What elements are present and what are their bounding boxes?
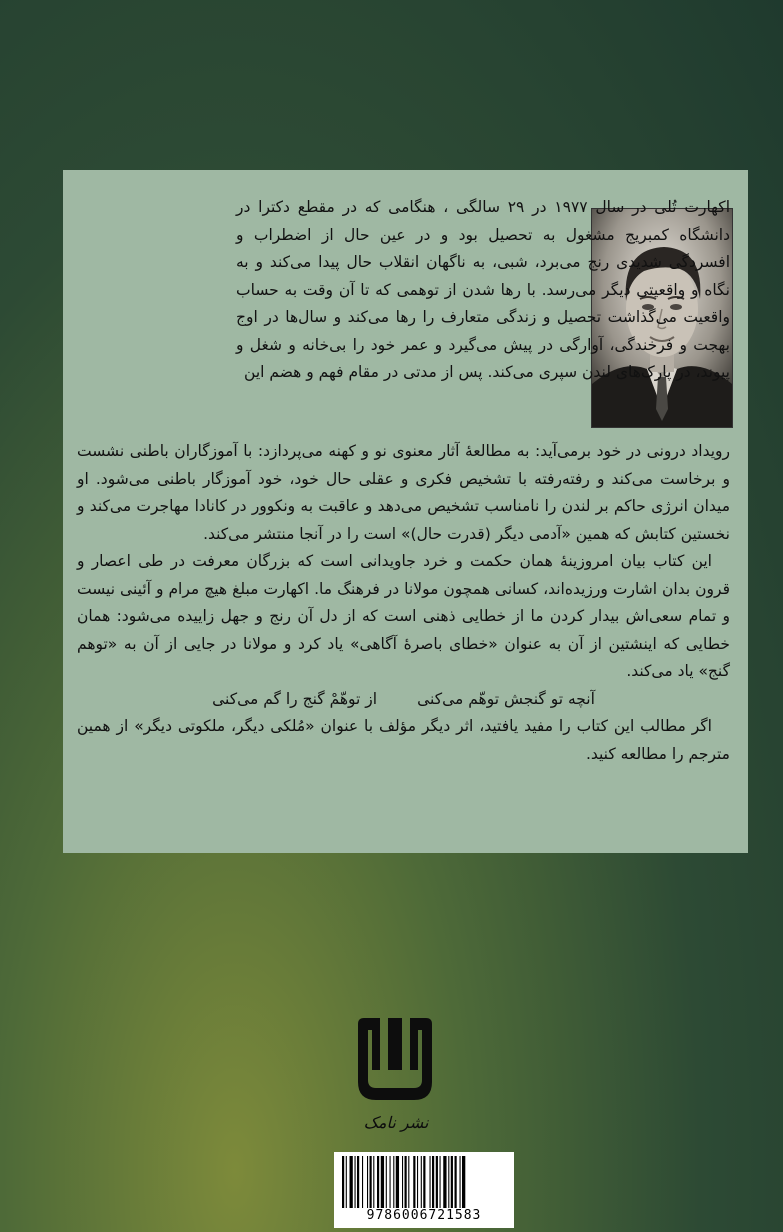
poem-hemistich-right: آنچه تو گنجش توهّم می‌کنی	[417, 689, 595, 708]
poem-hemistich-left: از توهّمْ گنج را گم می‌کنی	[212, 689, 378, 708]
paragraph-1-continued: رویداد درونی در خود برمی‌آید: به مطالعهٔ آثار معنوی نو و کهنه می‌پردازد: با آموزگاران باطنی نشست و برخاست می‌کند و رفته‌رفته با تشخیص فکری و عقلی حال خود، خود آموزگار باطنی می‌شود. او میدان انرژی حاکم بر لندن را نامناسب تشخیص می‌دهد و عاقبت به ونکوور در کانادا مهاجرت می‌کند و نخستین کتابش که همین «آدمی دیگر (قدرت حال)» است را در آنجا منتشر می‌کند.	[77, 442, 730, 543]
paragraph-3: اگر مطالب این کتاب را مفید یافتید، اثر دیگر مؤلف با عنوان «مُلکی دیگر، ملکوتی دیگر» از همین مترجم را مطالعه کنید.	[77, 717, 730, 763]
publisher-logo-icon	[350, 1010, 440, 1140]
main-text-block	[77, 438, 730, 768]
poem-verse	[77, 686, 730, 714]
publisher-name: نشر نامک	[363, 1113, 429, 1132]
paragraph-2: این کتاب بیان امروزینهٔ همان حکمت و خرد جاویدانی است که بزرگان معرفت در طی اعصار و قرون بدان اشارت ورزیده‌اند، کسانی همچون مولانا در فرهنگ ما. اکهارت مبلغ هیچ مرام و آئینی نیست و تمام سعی‌اش بیدار کردن ما از خطایی ذهنی است که از دل آن رنج و جهل زاییده می‌شود: همان خطایی که اینشتین از آن به عنوان «خطای باصرهٔ آگاهی» یاد کرد و مولانا در جایی از آن به «توهم گنج» یاد می‌کند.	[77, 552, 730, 680]
blurb-panel	[63, 170, 748, 853]
barcode-number: 9786006721583	[366, 1208, 482, 1223]
paragraph-1-text: اکهارت تُلی در سال ۱۹۷۷ در ۲۹ سالگی ، هنگامی که در مقطع دکترا در دانشگاه کمبریج مشغول به تحصیل بود و در عین حال از اضطراب و افسردگی شدیدی رنج می‌برد، شبی، به ناگهان انقلاب حال پیدا می‌کند و به نگاه و واقعیتی دیگر می‌رسد. با رها شدن از توهمی که تا آن وقت به حساب واقعیت می‌گذاشت تحصیل و زندگی متعارف را رها می‌کند و سال‌ها در اوج بهجت و فرخندگی، آوارگی در پیش می‌گیرد و عمر خود را بی‌خانه و شغل و پیوند، در پارک‌های لندن سپری می‌کند. پس از مدتی در مقام فهم و هضم این	[236, 198, 730, 381]
barcode-icon	[334, 1152, 514, 1228]
paragraph-1	[236, 194, 730, 387]
